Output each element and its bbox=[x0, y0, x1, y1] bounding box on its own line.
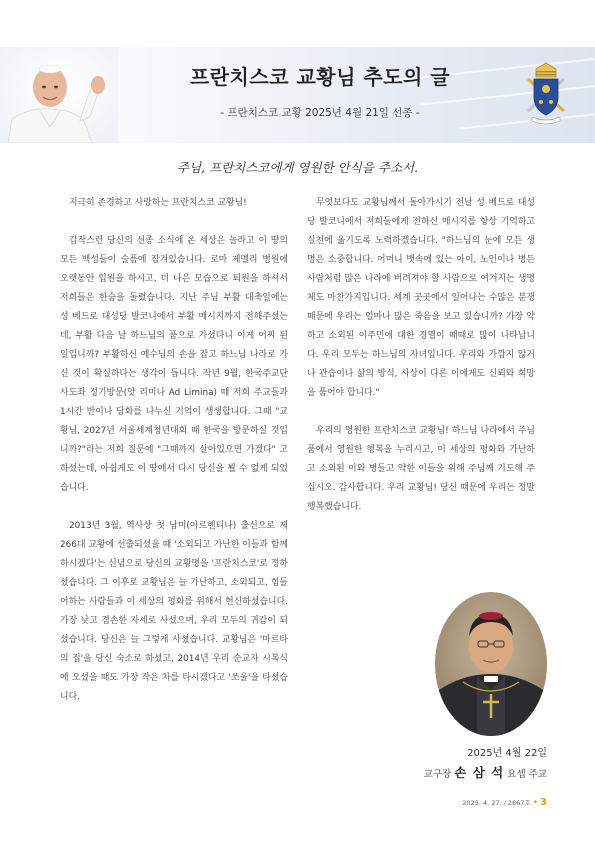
letter-right-column bbox=[307, 194, 535, 517]
header-banner bbox=[0, 47, 595, 143]
pope-portrait-image bbox=[0, 47, 118, 143]
signature-suffix: 요셉 주교 bbox=[507, 769, 547, 780]
salutation: 지극히 존경하고 사랑하는 프란치스코 교황님! bbox=[69, 198, 247, 208]
paragraph: 무엇보다도 교황님께서 돌아가시기 전날 성 베드로 대성당 발코니에서 저희들에게 전하신 메시지를 항상 기억하고 실천에 옮기도록 노력하겠습니다. "하느님의 눈에 모든 생명은 소중합니다. 어머니 뱃속에 있는 아이, 노인이나 병든 사람처럼 많은 나라에 버려져야 할 사람으로 여겨지는 생명체도 마찬가지입니다. 세계 곳곳에서 일어나는 수많은 분쟁 때문에 우리는 얼마나 많은 죽음을 보고 있습니까? 가장 약하고 소외된 이주민에 대한 경멸이 때때로 많이 나타납니다. 우리 모두는 하느님의 자녀입니다. 우리와 가깝지 않거나 관습이나 삶의 방식, 사상이 다른 이에게도 신뢰와 희망을 품어야 합니다." bbox=[307, 198, 535, 398]
page-subtitle: - 프란치스코 교황 2025년 4월 21일 선종 - bbox=[220, 107, 420, 119]
bishop-portrait-image bbox=[433, 590, 549, 738]
signature-name: 손 삼 석 bbox=[454, 765, 505, 780]
bullet-icon: • bbox=[532, 798, 539, 808]
paragraph: 갑작스런 당신의 선종 소식에 온 세상은 놀라고 이 땅의 모든 백성들이 슬픔에 잠겨있습니다. 로마 제멜리 병원에 오랫동안 입원을 하시고, 더 나은 모습으로 퇴원을 하셔서 저희들은 한숨을 돌렸습니다. 지난 주님 부활 대축일에는 성 베드로 대성당 발코니에서 부활 메시지까지 전해주셨는데, 부활 다음 날 하느님의 품으로 가셨다니 이게 어찌 된 일입니까? 부활하신 예수님의 손을 잡고 하느님 나라로 가신 것이 확실하다는 생각이 듭니다. 작년 9월, 한국주교단 사도좌 정기방문(앗 리미나 Ad Limina) 때 저희 주교들과 1시간 반이나 담화를 나누신 기억이 생생합니다. 그때 "교황님, 2027년 서울세계청년대회 때 한국을 방문하실 것입니까?"라는 저희 질문에 "그때까지 살아있으면 가겠다" 고 하셨는데, 아쉽게도 이 땅에서 다시 당신을 뵐 수 없게 되었습니다. bbox=[60, 236, 288, 493]
signature-date: 2025년 4월 22일 bbox=[467, 748, 547, 759]
greeting-prayer: 주님, 프란치스코에게 영원한 안식을 주소서. bbox=[176, 160, 419, 175]
page-number: 3 bbox=[540, 797, 547, 808]
paragraph: 우리의 영원한 프란치스코 교황님! 하느님 나라에서 주님 품에서 영원한 행복을 누리시고, 이 세상의 평화와 가난하고 소외된 이와 병들고 약한 이들을 위해 주님께 기도해 주십시오. 감사합니다. 우리 교황님! 당신 때문에 우리는 정말 행복했습니다. bbox=[307, 426, 535, 512]
page-footer bbox=[380, 797, 547, 808]
paragraph: 2013년 3월, 역사상 첫 남미(아르헨티나) 출신으로 제266대 교황에 선출되셨을 때 '소외되고 가난한 이들과 함께 하시겠다'는 신념으로 당신의 교황명을 '프란치스코'로 정하셨습니다. 그 이후로 교황님은 늘 가난하고, 소외되고, 힘들어하는 사람들과 이 세상의 평화를 위해서 헌신하셨습니다. 가장 낮고 겸손한 자세로 사셨으며, 우리 모두의 귀감이 되셨습니다. 당신은 늘 그렇게 사셨습니다. 교황님은 '마르타의 집'을 당신 숙소로 하셨고, 2014년 우리 순교자 시복식에 오셨을 때도 가장 작은 차를 타시겠다고 '쏘울'을 타셨습니다. bbox=[60, 521, 288, 702]
page-title: 프란치스코 교황님 추도의 글 bbox=[189, 65, 451, 89]
issue-info: 2025. 4. 27. / 2867호 bbox=[462, 799, 531, 807]
signature-role: 교구장 bbox=[423, 769, 452, 780]
papal-coat-of-arms-icon bbox=[522, 61, 570, 127]
signature-block bbox=[340, 763, 547, 781]
letter-left-column bbox=[60, 194, 288, 707]
